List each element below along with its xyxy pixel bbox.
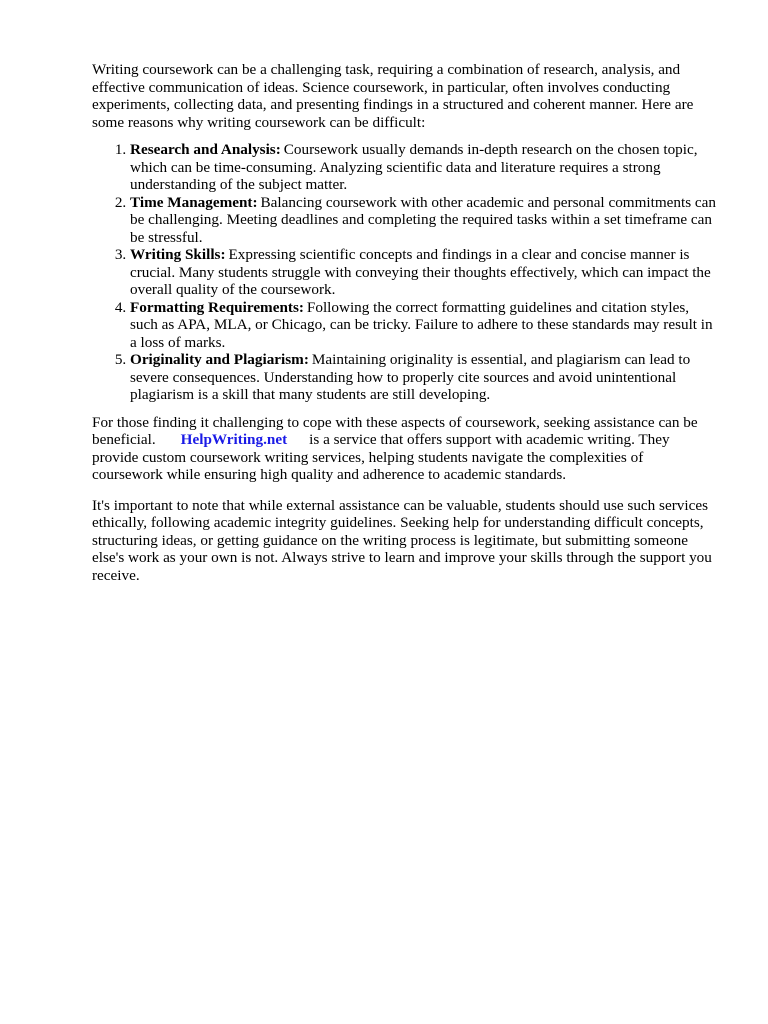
reasons-list bbox=[92, 141, 717, 404]
intro-paragraph: Writing coursework can be a challenging task, requiring a combination of research, analysis, and effective communication of ideas. Science coursework, in particular, often involves conducting experiments, collecting data, and presenting findings in a structured and coherent manner. Here are some reasons why writing coursework can be difficult: bbox=[92, 61, 694, 131]
reason-term: Originality and Plagiarism: bbox=[130, 351, 309, 368]
reason-term: Formatting Requirements: bbox=[130, 298, 304, 316]
reason-text: Balancing coursework with other academic and personal commitments can be challenging. Meeting deadlines and completing the required tasks within a set timeframe can be stressful. bbox=[130, 193, 717, 246]
reason-text: Expressing scientific concepts and findings in a clear and concise manner is crucial. Many students struggle with conveying their thoughts effectively, which can impact the overall quality of the coursework. bbox=[130, 246, 711, 298]
reason-text: Maintaining originality is essential, and plagiarism can lead to severe consequences. Understanding how to properly cite sources and avoid unintentional plagiarism is a skill that many students are still developing. bbox=[130, 351, 691, 403]
list-item bbox=[130, 299, 717, 352]
reason-text: Coursework usually demands in-depth research on the chosen topic, which can be time-consuming. Analyzing scientific data and literature requires a strong understanding of the subject matter. bbox=[130, 141, 698, 193]
reason-text: Following the correct formatting guidelines and citation styles, such as APA, MLA, or Chicago, can be tricky. Failure to adhere to these standards may result in a loss of marks. bbox=[130, 298, 713, 351]
list-item bbox=[130, 141, 717, 194]
assistance-text-before: For those finding it challenging to cope with these aspects of coursework, seeking assistance can be beneficial. bbox=[92, 413, 698, 448]
closing-paragraph: It's important to note that while external assistance can be valuable, students should use such services ethically, following academic integrity guidelines. Seeking help for understanding difficult concepts, structuring ideas, or getting guidance on the writing process is legitimate, but submitting someone else's work as your own is not. Always strive to learn and improve your skills through the support you receive. bbox=[92, 496, 712, 584]
document-page bbox=[92, 61, 717, 584]
list-item bbox=[130, 194, 717, 247]
list-item bbox=[130, 351, 717, 404]
reason-term: Research and Analysis: bbox=[130, 141, 281, 158]
assistance-text-after: is a service that offers support with academic writing. They provide custom coursework writing services, helping students navigate the complexities of coursework while ensuring high quality and adherence to academic standards. bbox=[92, 431, 670, 483]
assistance-paragraph bbox=[92, 414, 717, 484]
reason-term: Writing Skills: bbox=[130, 246, 226, 263]
helpwriting-link[interactable]: HelpWriting.net bbox=[180, 431, 288, 448]
list-item bbox=[130, 246, 717, 299]
reason-term: Time Management: bbox=[130, 193, 258, 211]
